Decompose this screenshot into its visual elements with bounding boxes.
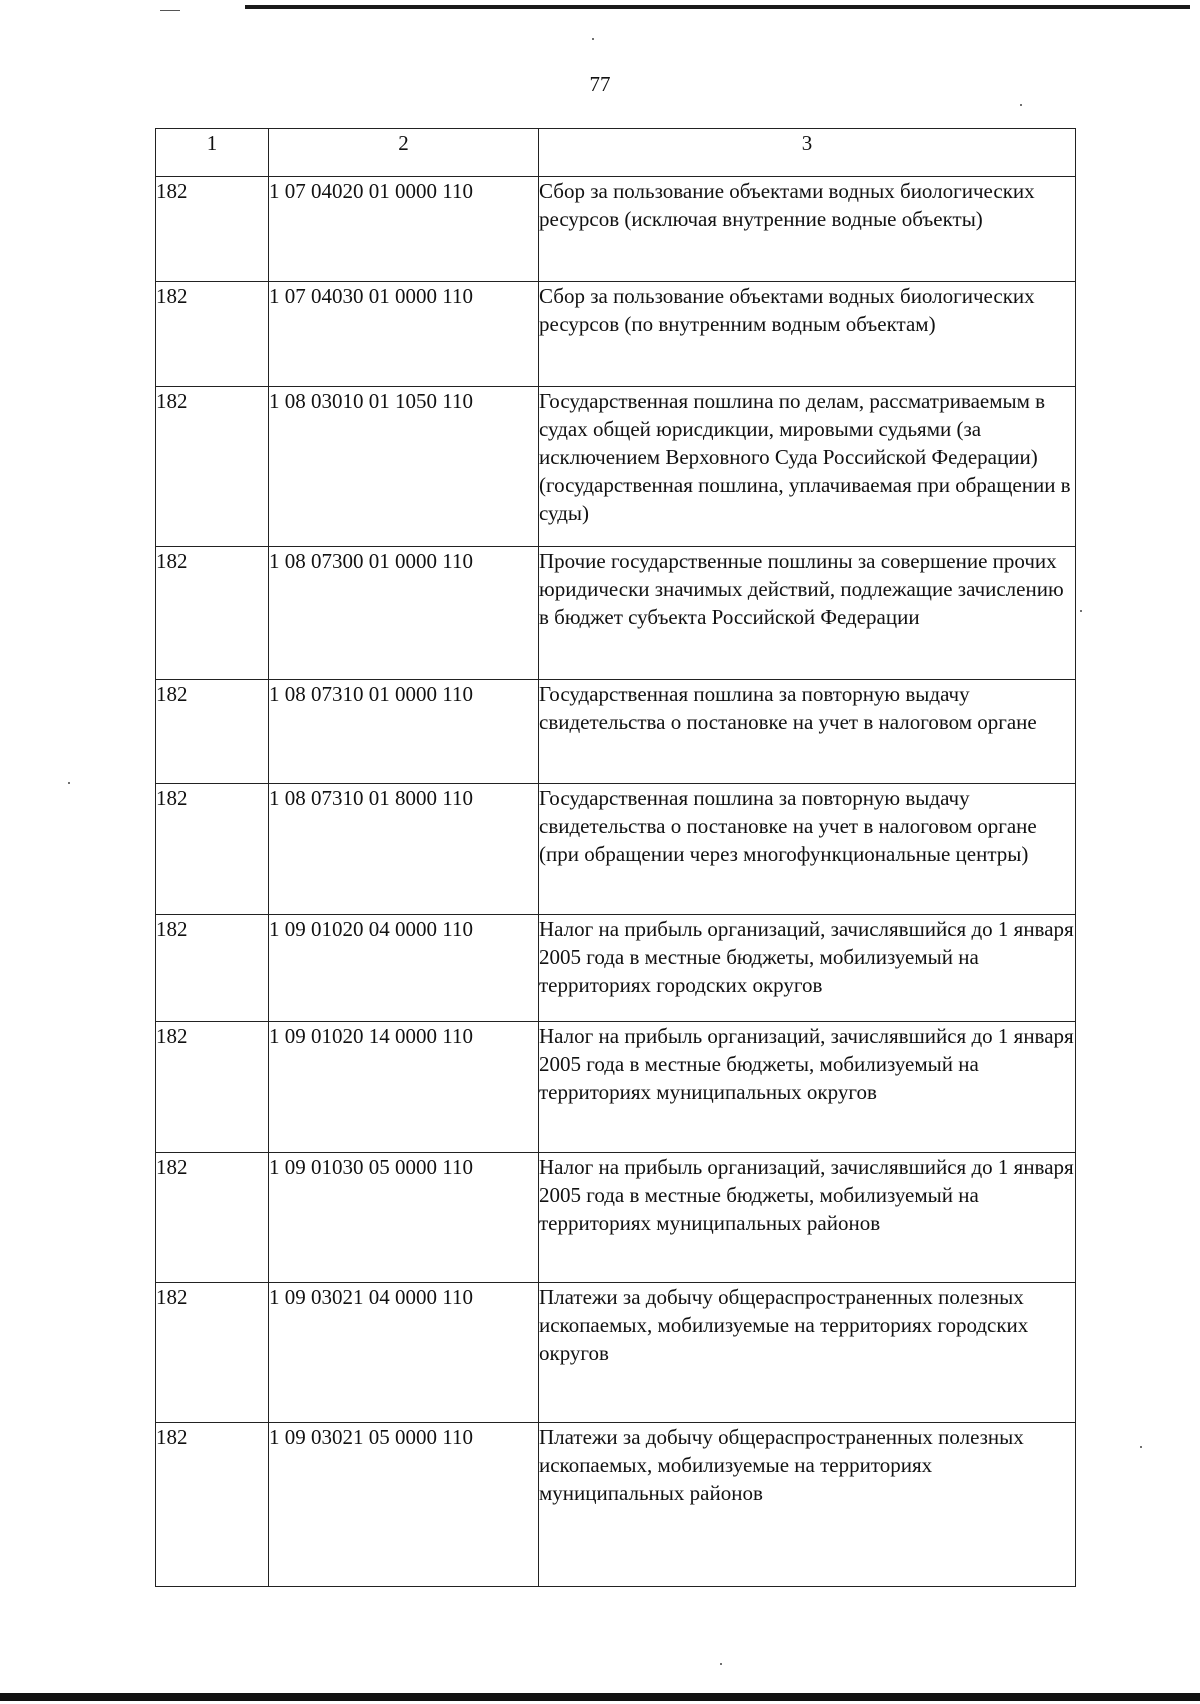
description-cell: Сбор за пользование объектами водных биологических ресурсов (исключая внутренние водные объекты) [539, 177, 1076, 282]
budget-code-cell: 1 08 03010 01 1050 110 [269, 387, 539, 547]
description-cell: Сбор за пользование объектами водных биологических ресурсов (по внутренним водным объектам) [539, 282, 1076, 387]
page-number: 77 [589, 72, 611, 96]
budget-code-cell: 1 08 07300 01 0000 110 [269, 547, 539, 680]
description-cell: Платежи за добычу общераспространенных полезных ископаемых, мобилизуемые на территориях городских округов [539, 1283, 1076, 1423]
table-row [156, 1283, 1076, 1423]
scan-border-bottom [0, 1693, 1200, 1701]
description-cell: Платежи за добычу общераспространенных полезных ископаемых, мобилизуемые на территориях муниципальных районов [539, 1423, 1076, 1587]
table-row [156, 1153, 1076, 1283]
description-cell: Налог на прибыль организаций, зачислявшийся до 1 января 2005 года в местные бюджеты, мобилизуемый на территориях городских округов [539, 915, 1076, 1022]
scan-speck [1080, 610, 1082, 612]
budget-code-cell: 1 08 07310 01 8000 110 [269, 784, 539, 915]
table-row [156, 387, 1076, 547]
scan-speck [720, 1663, 722, 1665]
admin-code-cell: 182 [156, 784, 269, 915]
admin-code-cell: 182 [156, 915, 269, 1022]
table-row [156, 784, 1076, 915]
table-row [156, 1423, 1076, 1587]
description-cell: Государственная пошлина за повторную выдачу свидетельства о постановке на учет в налоговом органе [539, 680, 1076, 784]
header-col-1: 1 [156, 129, 269, 177]
table-row [156, 547, 1076, 680]
description-cell: Государственная пошлина за повторную выдачу свидетельства о постановке на учет в налоговом органе (при обращении через многофункциональные центры) [539, 784, 1076, 915]
admin-code-cell: 182 [156, 680, 269, 784]
table-row [156, 915, 1076, 1022]
scan-speck [1140, 1446, 1142, 1448]
budget-code-cell: 1 09 01020 14 0000 110 [269, 1022, 539, 1153]
admin-code-cell: 182 [156, 547, 269, 680]
budget-code-cell: 1 09 01020 04 0000 110 [269, 915, 539, 1022]
admin-code-cell: 182 [156, 1423, 269, 1587]
scan-speck [68, 782, 70, 784]
admin-code-cell: 182 [156, 1022, 269, 1153]
table-row [156, 1022, 1076, 1153]
table-row [156, 282, 1076, 387]
admin-code-cell: 182 [156, 282, 269, 387]
budget-code-cell: 1 09 01030 05 0000 110 [269, 1153, 539, 1283]
budget-code-cell: 1 09 03021 04 0000 110 [269, 1283, 539, 1423]
admin-code-cell: 182 [156, 1283, 269, 1423]
description-cell: Прочие государственные пошлины за совершение прочих юридически значимых действий, подлежащие зачислению в бюджет субъекта Российской Федерации [539, 547, 1076, 680]
description-cell: Налог на прибыль организаций, зачислявшийся до 1 января 2005 года в местные бюджеты, мобилизуемый на территориях муниципальных округов [539, 1022, 1076, 1153]
description-cell: Налог на прибыль организаций, зачислявшийся до 1 января 2005 года в местные бюджеты, мобилизуемый на территориях муниципальных районов [539, 1153, 1076, 1283]
budget-codes-table [155, 128, 1076, 1587]
table-row [156, 177, 1076, 282]
table-row [156, 680, 1076, 784]
admin-code-cell: 182 [156, 387, 269, 547]
header-col-3: 3 [539, 129, 1076, 177]
budget-code-cell: 1 07 04020 01 0000 110 [269, 177, 539, 282]
admin-code-cell: 182 [156, 1153, 269, 1283]
description-cell: Государственная пошлина по делам, рассматриваемым в судах общей юрисдикции, мировыми судьями (за исключением Верховного Суда Российской Федерации) (государственная пошлина, уплачиваемая при обращении в суды) [539, 387, 1076, 547]
budget-code-cell: 1 08 07310 01 0000 110 [269, 680, 539, 784]
table-header-row [156, 129, 1076, 177]
budget-code-cell: 1 07 04030 01 0000 110 [269, 282, 539, 387]
scan-speck [592, 38, 594, 40]
scan-border-top [245, 5, 1190, 9]
budget-code-cell: 1 09 03021 05 0000 110 [269, 1423, 539, 1587]
scan-mark-top-left [160, 10, 180, 11]
admin-code-cell: 182 [156, 177, 269, 282]
scan-speck [1020, 104, 1022, 106]
header-col-2: 2 [269, 129, 539, 177]
